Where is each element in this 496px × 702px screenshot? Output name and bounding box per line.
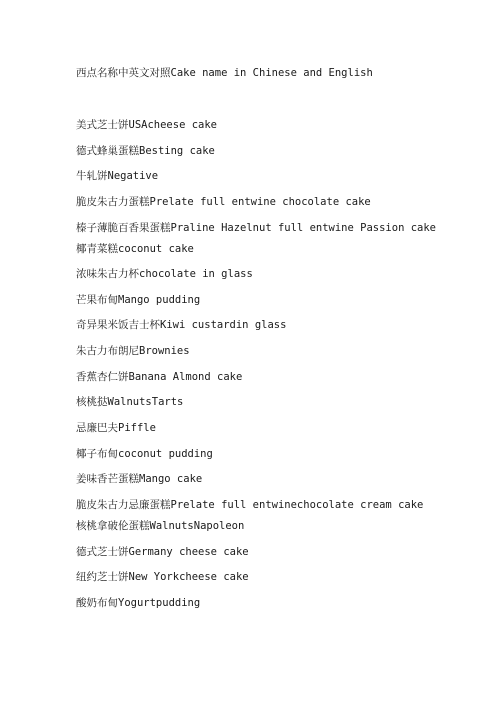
list-item: 核桃挞WalnutsTarts — [76, 396, 184, 409]
list-item: 核桃拿破伦蛋糕WalnutsNapoleon — [76, 519, 245, 532]
list-item: 香蕉杏仁饼Banana Almond cake — [76, 370, 243, 383]
list-item: 酸奶布甸Yogurtpudding — [76, 596, 201, 609]
list-item: 纽约芝士饼New Yorkcheese cake — [76, 571, 249, 584]
list-item: 榛子薄脆百香果蛋糕Praline Hazelnut full entwine Passion cake — [76, 221, 437, 234]
list-item: 椰子布甸coconut pudding — [76, 447, 213, 460]
list-item: 德式蜂巢蛋糕Besting cake — [76, 144, 215, 157]
list-item: 美式芝士饼USAcheese cake — [76, 119, 218, 131]
list-item: 脆皮朱古力忌廉蛋糕Prelate full entwinechocolate cream cake — [76, 498, 424, 511]
list-item: 德式芝士饼Germany cheese cake — [76, 545, 249, 558]
document-title: 西点名称中英文对照Cake name in Chinese and English — [76, 67, 373, 79]
list-item: 忌廉巴夫Piffle — [76, 422, 156, 435]
cake-name-list — [76, 118, 436, 622]
list-item: 芒果布甸Mango pudding — [76, 293, 201, 306]
list-item: 浓味朱古力杯chocolate in glass — [76, 268, 253, 281]
list-item: 姜味香芒蛋糕Mango cake — [76, 473, 203, 486]
list-item: 奇异果米饭吉士杯Kiwi custardin glass — [76, 319, 287, 332]
list-item: 椰青菜糕coconut cake — [76, 242, 194, 255]
list-item: 脆皮朱古力蛋糕Prelate full entwine chocolate cake — [76, 195, 371, 208]
list-item: 牛轧饼Negative — [76, 170, 159, 183]
list-item: 朱古力布朗尼Brownies — [76, 345, 190, 358]
